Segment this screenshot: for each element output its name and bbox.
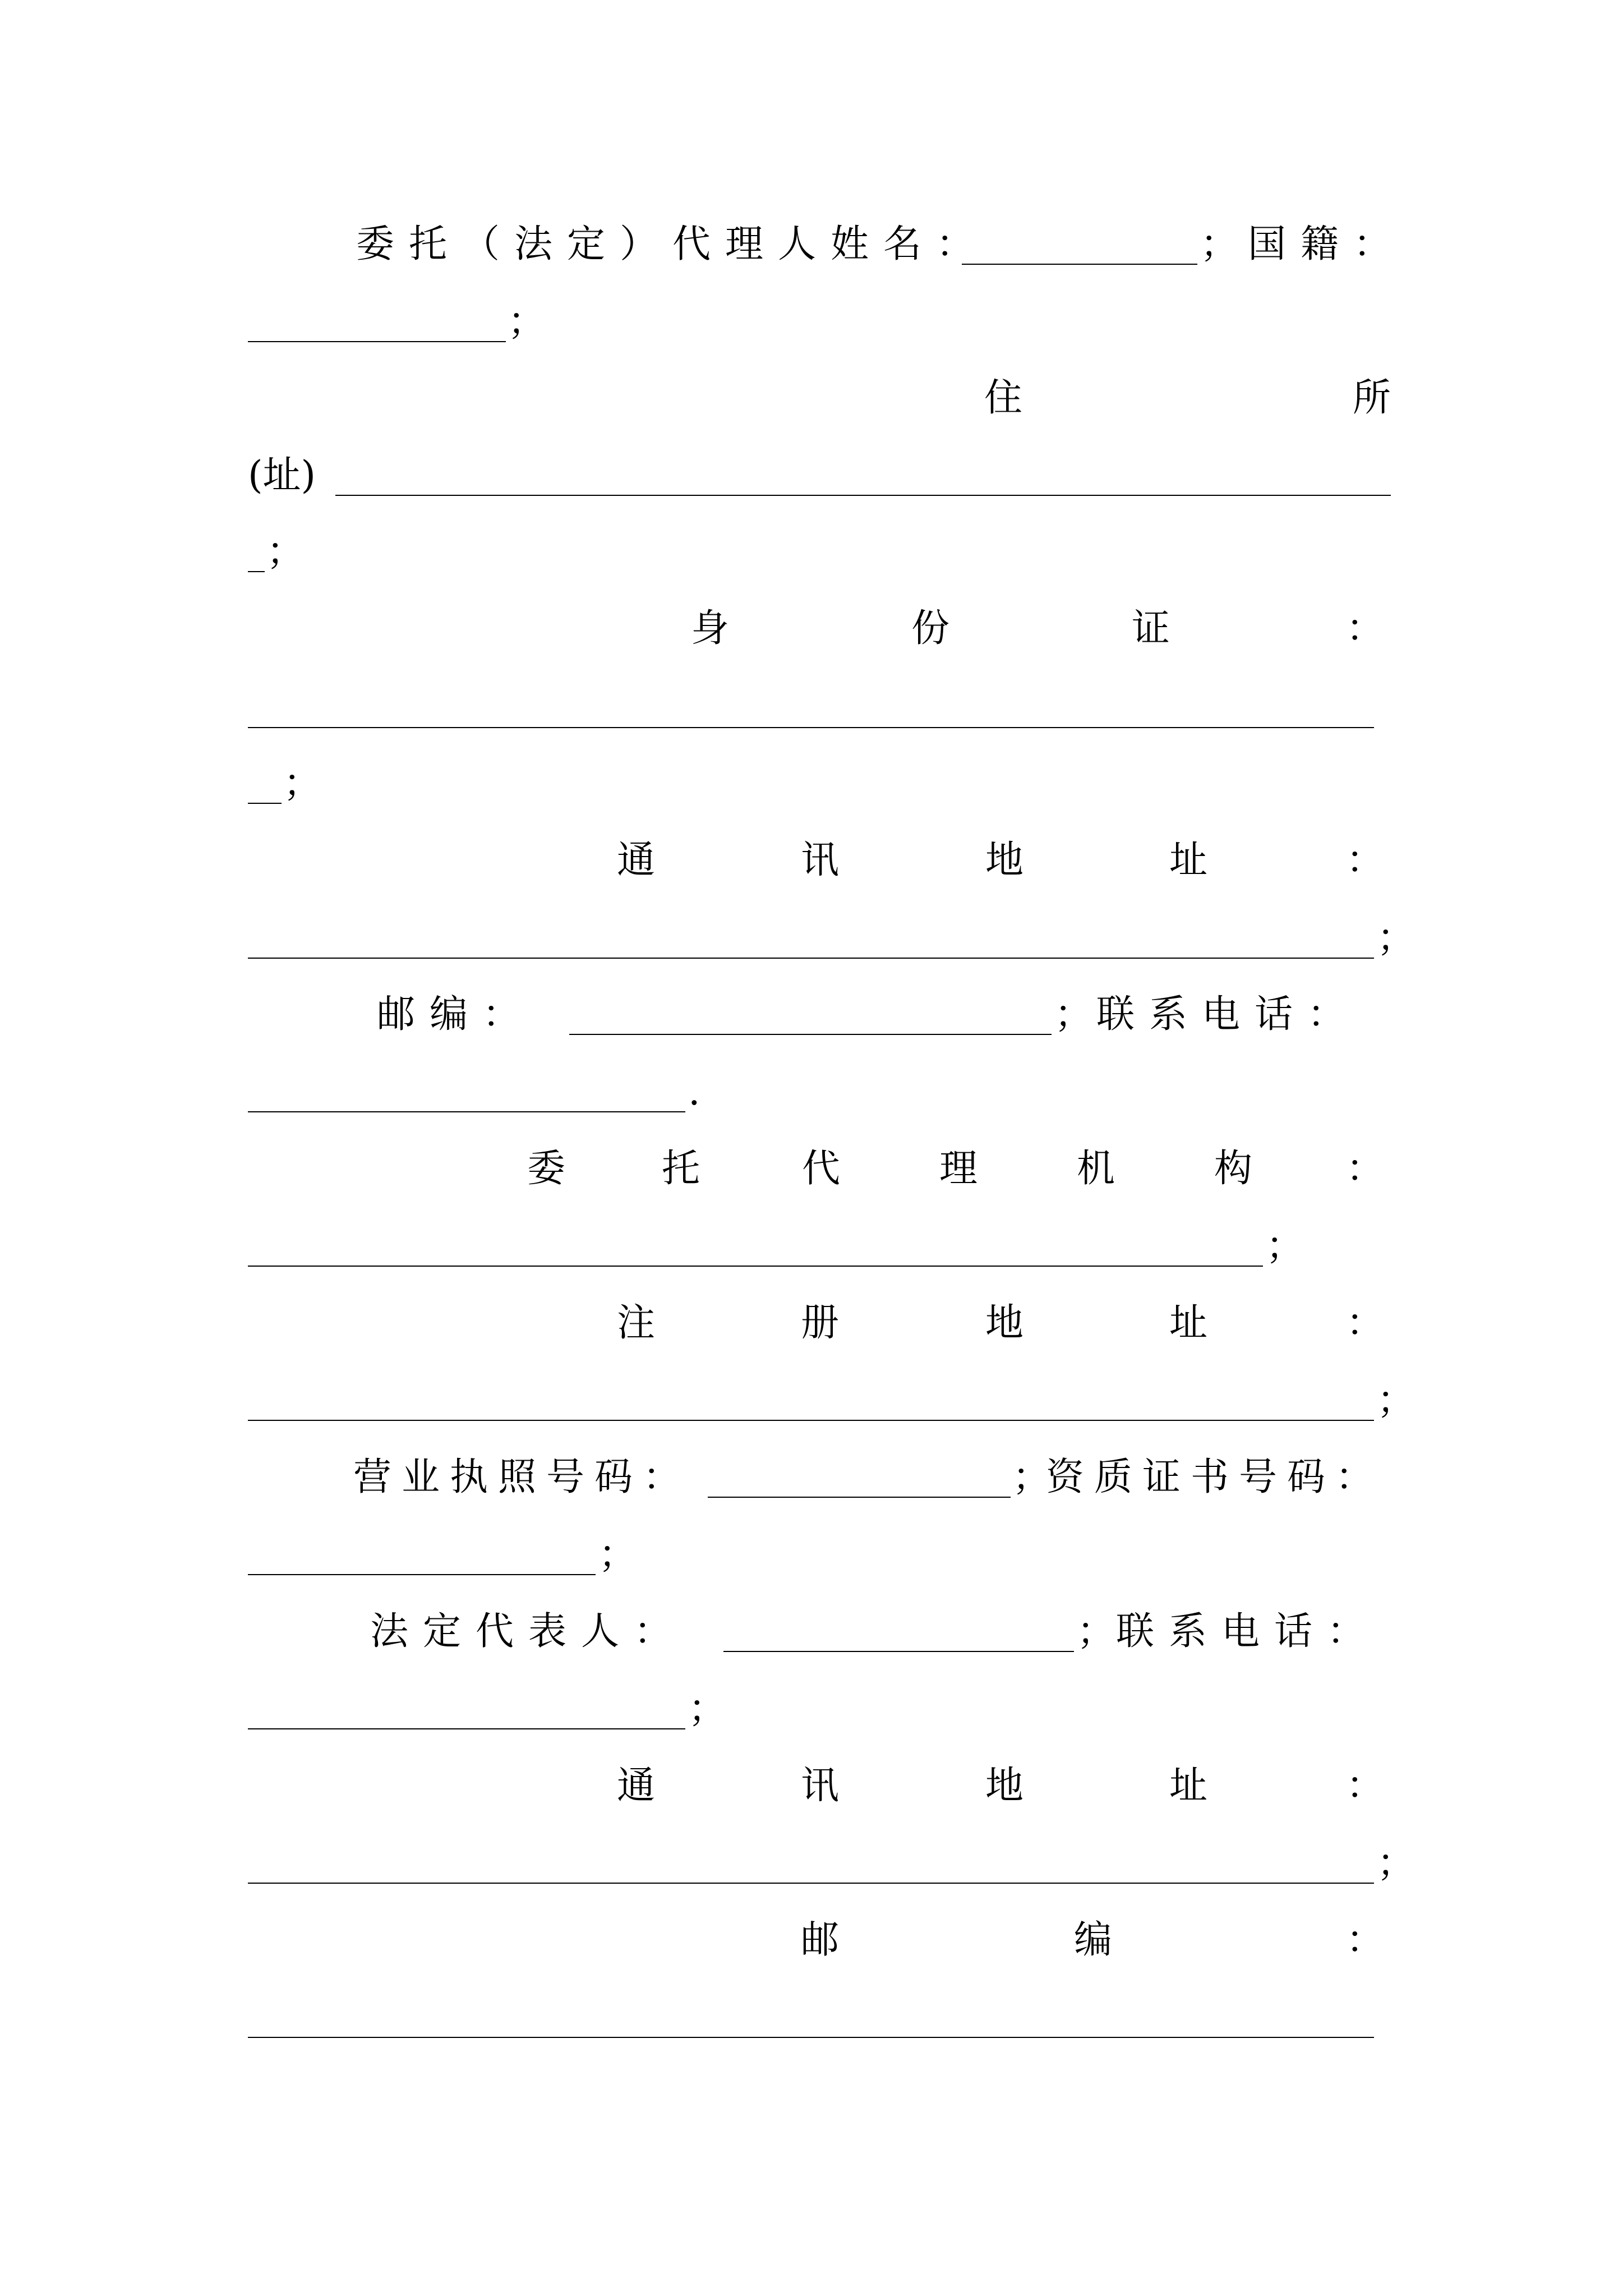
legal-rep-label: 法定代表人： [370,1609,687,1654]
postcode-blank[interactable] [569,1034,1052,1035]
semicolon: ； [598,1533,637,1577]
postcode-label: 邮编： [377,992,536,1037]
agency-char: 机 [1077,1147,1115,1191]
license-label: 营业执照号码： [353,1455,691,1499]
semicolon: ； [1377,1378,1415,1423]
semicolon: ； [1054,992,1093,1037]
agency-phone-blank[interactable] [248,1728,685,1729]
agency-address-char: 讯 [801,1764,840,1808]
id-char: ： [1346,606,1385,651]
address-char: 址 [1169,838,1208,882]
id-char: 身 [691,606,730,651]
id-char: 证 [1132,606,1170,651]
id-char: 份 [911,606,950,651]
residence-char: (址) [248,453,316,498]
agent-name-label: 委托（法定）代理人姓名： [356,222,989,266]
agency-address-char: 址 [1169,1764,1208,1808]
agent-address-blank[interactable] [248,958,1374,959]
agency-address-blank[interactable] [248,1883,1374,1884]
semicolon: ； [1012,1455,1051,1499]
license-blank[interactable] [708,1497,1011,1498]
agency-postcode-blank[interactable] [248,2037,1374,2038]
address-char: 讯 [801,838,840,882]
qualification-blank[interactable] [248,1574,596,1575]
residence-char: 住 [984,376,1023,420]
semicolon: ； [1266,1224,1304,1268]
nationality-blank[interactable] [248,341,506,342]
nationality-label: 国籍： [1248,222,1407,266]
agency-postcode-char: ： [1346,1918,1385,1962]
registered-char: ： [1346,1301,1385,1345]
semicolon: ； [1077,1609,1115,1654]
agency-postcode-char: 编 [1074,1918,1113,1962]
qualification-label: 资质证书号码： [1046,1455,1384,1499]
agency-address-char: 通 [617,1764,656,1808]
semicolon: ； [283,761,322,806]
semicolon: ； [1377,916,1415,960]
agent-name-blank[interactable] [962,264,1197,265]
agency-char: 代 [802,1147,841,1191]
registered-address-blank[interactable] [248,1420,1374,1421]
agency-char: 理 [939,1147,978,1191]
phone-blank[interactable] [248,1111,685,1112]
semicolon: ； [508,300,546,344]
registered-char: 注 [617,1301,656,1345]
semicolon: ； [1200,222,1239,266]
registered-char: 册 [801,1301,840,1345]
agency-char: 构 [1214,1147,1253,1191]
semicolon: ； [688,1687,727,1731]
registered-char: 地 [985,1301,1024,1345]
agency-address-char: ： [1346,1764,1385,1808]
semicolon: ； [1377,1841,1415,1885]
agency-char: ： [1346,1147,1385,1191]
agency-postcode-char: 邮 [801,1918,840,1962]
address-char: 通 [617,838,656,882]
legal-rep-blank[interactable] [723,1651,1074,1652]
agency-char: 托 [662,1147,700,1191]
phone-label: 联系电话： [1096,992,1361,1037]
address-char: ： [1346,838,1385,882]
agency-phone-label: 联系电话： [1116,1609,1380,1654]
semicolon: ； [266,530,305,574]
id-blank-continued[interactable] [248,803,282,804]
registered-char: 址 [1169,1301,1208,1345]
period: . [688,1070,700,1114]
residence-blank-continued[interactable] [248,571,265,572]
agency-blank[interactable] [248,1266,1263,1267]
residence-char: 所 [1353,376,1391,420]
residence-blank[interactable] [335,495,1391,496]
address-char: 地 [985,838,1024,882]
agency-char: 委 [527,1147,566,1191]
id-blank[interactable] [248,727,1374,728]
agency-address-char: 地 [985,1764,1024,1808]
